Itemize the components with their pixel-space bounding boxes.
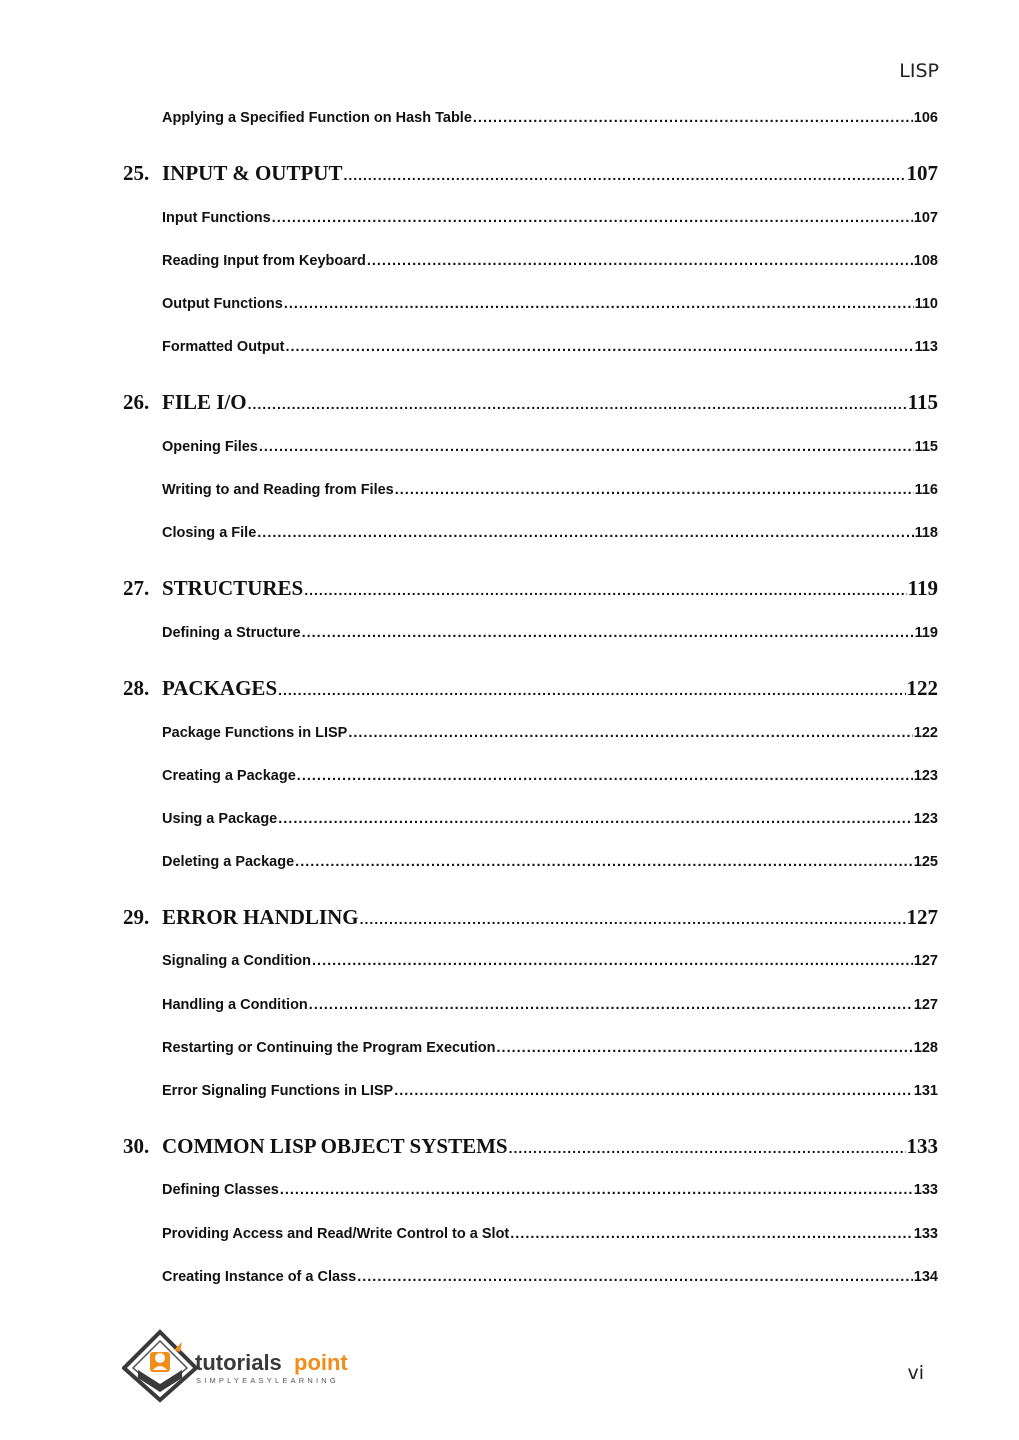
toc-entry[interactable] [162, 525, 938, 541]
toc-entry-label: Deleting a Package [162, 854, 295, 870]
dot-leader [278, 682, 905, 698]
dot-leader [497, 1040, 913, 1056]
toc-entry-page: 118 [914, 525, 938, 541]
toc-chapter[interactable] [123, 1134, 938, 1159]
toc-entry-page: 113 [914, 339, 938, 355]
logo-wordmark-point: point [294, 1350, 348, 1375]
toc-entry-label: Creating Instance of a Class [162, 1269, 357, 1285]
dot-leader [510, 1226, 913, 1242]
chapter-page: 119 [907, 576, 938, 600]
toc-entry[interactable] [162, 1040, 938, 1056]
toc-entry[interactable] [162, 1083, 938, 1099]
toc-entry[interactable] [162, 1269, 938, 1285]
page-number: vi [907, 1362, 924, 1384]
toc-entry-page: 122 [913, 725, 938, 741]
chapter-page: 133 [906, 1134, 938, 1158]
dot-leader [248, 396, 907, 412]
running-header-title: LISP [899, 60, 939, 82]
dot-leader [280, 1182, 913, 1198]
chapter-number: 28. [123, 676, 150, 700]
dot-leader [257, 525, 913, 541]
toc-entry[interactable] [162, 997, 938, 1013]
dot-leader [278, 811, 913, 827]
toc-entry-label: Opening Files [162, 439, 258, 455]
dot-leader [312, 953, 913, 969]
toc-entry-label: Input Functions [162, 210, 271, 226]
toc-chapter[interactable] [123, 390, 938, 415]
toc-entry[interactable] [162, 1226, 938, 1242]
toc-entry-label: Error Signaling Functions in LISP [162, 1083, 394, 1099]
toc-chapter[interactable] [123, 161, 938, 186]
toc-entry-page: 133 [913, 1182, 938, 1198]
chapter-title: STRUCTURES [162, 576, 304, 600]
chapter-number: 30. [123, 1134, 150, 1158]
dot-leader [285, 339, 913, 355]
chapter-number: 25. [123, 161, 150, 185]
dot-leader [272, 210, 913, 226]
toc-chapter[interactable] [123, 576, 938, 601]
dot-leader [302, 625, 914, 641]
dot-leader [509, 1140, 906, 1156]
toc-entry-label: Signaling a Condition [162, 953, 312, 969]
toc-entry[interactable] [162, 296, 938, 312]
chapter-page: 127 [906, 905, 938, 929]
toc-entry-page: 134 [913, 1269, 938, 1285]
dot-leader [394, 1083, 913, 1099]
chapter-page: 122 [906, 676, 938, 700]
toc-entry-page: 127 [913, 953, 938, 969]
chapter-page: 107 [906, 161, 938, 185]
toc-entry[interactable] [162, 854, 938, 870]
chapter-number: 29. [123, 905, 150, 929]
toc-entry-page: 133 [913, 1226, 938, 1242]
toc-entry-page: 115 [914, 439, 938, 455]
toc-entry-page: 128 [913, 1040, 938, 1056]
chapter-number: 27. [123, 576, 150, 600]
dot-leader [357, 1269, 913, 1285]
toc-entry-page: 107 [913, 210, 938, 226]
dot-leader [348, 725, 912, 741]
chapter-title: PACKAGES [162, 676, 278, 700]
toc-entry-page: 108 [913, 253, 938, 269]
toc-entry[interactable] [162, 768, 938, 784]
toc-entry-label: Defining Classes [162, 1182, 279, 1198]
dot-leader [473, 110, 913, 126]
toc-entry-label: Reading Input from Keyboard [162, 253, 366, 269]
tutorialspoint-logo [122, 1328, 367, 1404]
toc-entry-label: Package Functions in LISP [162, 725, 348, 741]
dot-leader [395, 482, 914, 498]
toc-chapter[interactable] [123, 676, 938, 701]
toc-entry-page: 116 [914, 482, 938, 498]
chapter-page: 115 [907, 390, 938, 414]
toc-chapter[interactable] [123, 905, 938, 930]
chapter-title: COMMON LISP OBJECT SYSTEMS [162, 1134, 508, 1158]
toc-entry-page: 125 [913, 854, 938, 870]
toc-entry[interactable] [162, 811, 938, 827]
toc-entry-label: Applying a Specified Function on Hash Table [162, 110, 472, 126]
dot-leader [259, 439, 914, 455]
toc-entry-page: 131 [913, 1083, 938, 1099]
toc-entry-page: 127 [913, 997, 938, 1013]
chapter-title: ERROR HANDLING [162, 905, 359, 929]
toc-entry-label: Output Functions [162, 296, 283, 312]
dot-leader [304, 582, 906, 598]
toc-entry-page: 123 [913, 811, 938, 827]
toc-entry-page: 110 [914, 296, 938, 312]
toc-entry[interactable] [162, 625, 938, 641]
toc-entry-label: Handling a Condition [162, 997, 308, 1013]
chapter-title: FILE I/O [162, 390, 247, 414]
dot-leader [284, 296, 914, 312]
toc-entry[interactable] [162, 482, 938, 498]
toc-entry-page: 123 [913, 768, 938, 784]
toc-entry-label: Creating a Package [162, 768, 296, 784]
toc-entry[interactable] [162, 210, 938, 226]
toc-entry-page: 106 [913, 110, 938, 126]
toc-entry[interactable] [162, 253, 938, 269]
logo-emblem-icon [124, 1332, 196, 1400]
toc-entry-label: Providing Access and Read/Write Control to a Slot [162, 1226, 510, 1242]
toc-entry[interactable] [162, 110, 938, 126]
toc-entry[interactable] [162, 1182, 938, 1198]
dot-leader [297, 768, 913, 784]
logo-wordmark-tutorials: tutorials [195, 1350, 282, 1375]
toc-entry-label: Closing a File [162, 525, 257, 541]
dot-leader [295, 854, 913, 870]
toc-entry-label: Writing to and Reading from Files [162, 482, 394, 498]
chapter-number: 26. [123, 390, 150, 414]
dot-leader [343, 167, 905, 183]
dot-leader [367, 253, 913, 269]
dot-leader [309, 997, 913, 1013]
toc-entry-label: Defining a Structure [162, 625, 301, 641]
toc-entry[interactable] [162, 725, 938, 741]
toc-entry[interactable] [162, 339, 938, 355]
chapter-title: INPUT & OUTPUT [162, 161, 343, 185]
dot-leader [360, 911, 906, 927]
logo-tagline: SIMPLYEASYLEARNING [196, 1376, 339, 1385]
toc-entry-label: Restarting or Continuing the Program Execution [162, 1040, 496, 1056]
toc-entry-page: 119 [914, 625, 938, 641]
toc-entry[interactable] [162, 953, 938, 969]
toc-entry-label: Formatted Output [162, 339, 285, 355]
toc-entry-label: Using a Package [162, 811, 278, 827]
toc-entry[interactable] [162, 439, 938, 455]
